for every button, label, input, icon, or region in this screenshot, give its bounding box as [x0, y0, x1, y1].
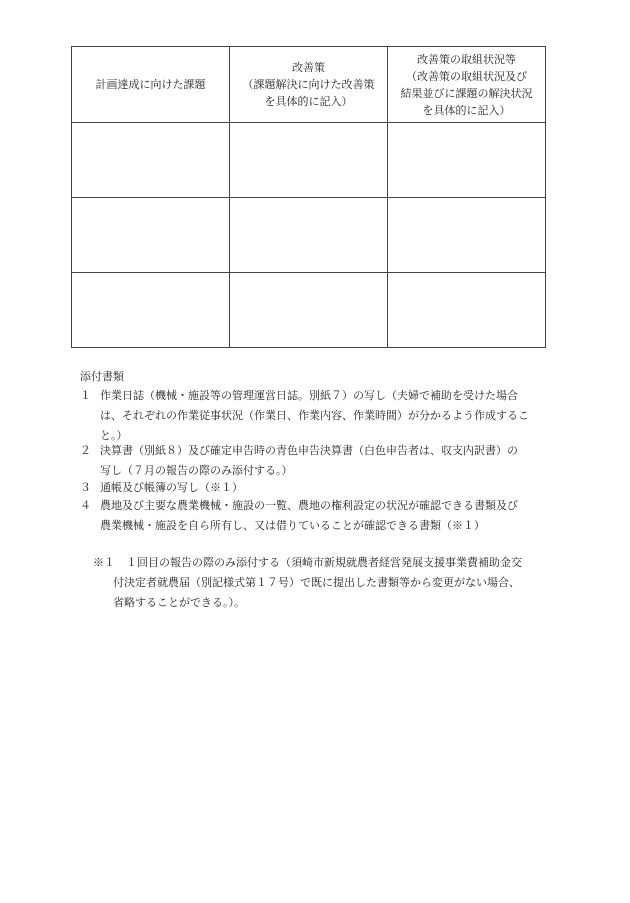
attachment-number: ３ [80, 481, 91, 494]
attachment-text: 通帳及び帳簿の写し（※１） [100, 481, 243, 494]
table-cell[interactable] [388, 123, 546, 198]
table-cell[interactable] [72, 273, 230, 348]
table-cell[interactable] [230, 273, 388, 348]
header-issues [72, 47, 230, 123]
table-cell[interactable] [72, 123, 230, 198]
improvement-plan-table [71, 46, 546, 348]
table-row [72, 123, 546, 198]
footnote-line: 省略することができる。）。 [113, 596, 245, 609]
attachment-text: 農地及び主要な農業機械・施設の一覧、農地の権利設定の状況が確認できる書類及び [100, 499, 518, 512]
attachment-text: 農業機械・施設を自ら所有し、又は借りていることが確認できる書類（※１） [100, 519, 485, 532]
attachment-text: 作業日誌（機械・施設等の管理運営日誌。別紙７）の写し（夫婦で補助を受けた場合 [100, 389, 518, 402]
header-measures-line: 改善策 [292, 61, 325, 74]
table-cell[interactable] [388, 273, 546, 348]
attachment-text: は、それぞれの作業従事状況（作業日、作業内容、作業時間）が分かるよう作成するこ [100, 409, 529, 422]
footnote [93, 553, 563, 613]
header-progress-status [388, 47, 546, 123]
header-progress-line: 結果並びに課題の解決状況 [400, 86, 533, 100]
footnote-line: 付決定者就農届（別記様式第１７号）で既に提出した書類等から変更がない場合、 [113, 576, 520, 589]
header-progress-line: を具体的に記入） [422, 103, 511, 117]
attachment-item-3 [80, 478, 562, 498]
table-row [72, 198, 546, 273]
attachment-text: と。） [100, 429, 128, 442]
header-measures-line: を具体的に記入） [264, 95, 353, 108]
attachment-item-4 [80, 496, 562, 536]
table-row [72, 273, 546, 348]
attachment-number: １ [80, 389, 91, 402]
attachment-number: ４ [80, 499, 91, 512]
header-progress-line: （改善策の取組状況及び [406, 69, 527, 83]
footnote-line: ※１ １回目の報告の際のみ添付する（須崎市新規就農者経営発展支援事業費補助金交 [93, 556, 522, 569]
attachment-item-2 [80, 441, 562, 481]
attachments-heading: 添付書類 [80, 370, 124, 383]
table-header-row [72, 47, 546, 123]
attachment-item-1 [80, 386, 562, 446]
header-measures-line: （課題解決に向けた改善策 [242, 78, 375, 91]
attachment-number: ２ [80, 444, 91, 457]
attachment-text: 決算書（別紙８）及び確定申告時の青色申告決算書（白色申告者は、収支内訳書）の [100, 444, 518, 457]
attachment-text: 写し（７月の報告の際のみ添付する。） [100, 464, 293, 477]
header-issues-line: 計画達成に向けた課題 [95, 78, 206, 91]
header-improvement-measures [230, 47, 388, 123]
table-cell[interactable] [72, 198, 230, 273]
header-progress-line: 改善策の取組状況等 [417, 52, 516, 66]
table-cell[interactable] [388, 198, 546, 273]
table-cell[interactable] [230, 123, 388, 198]
table-cell[interactable] [230, 198, 388, 273]
